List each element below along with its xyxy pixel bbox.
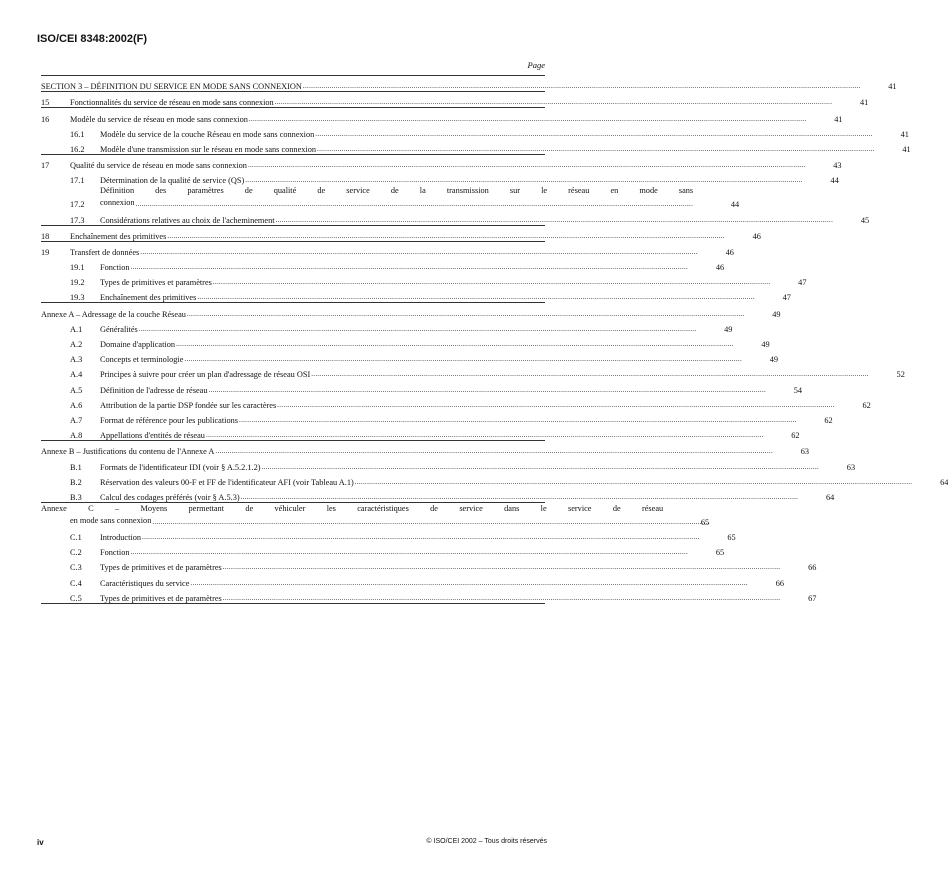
toc-entry-title: Enchaînement des primitives (70, 231, 167, 241)
toc-divider (41, 603, 545, 604)
leader-dots (208, 386, 766, 395)
leader-dots (276, 216, 834, 225)
leader-dots (239, 416, 797, 425)
toc-entry[interactable] (41, 155, 842, 171)
toc-entry-title: Définition des paramètres de qualité de service de la transmission sur le réseau en mode sans (100, 186, 694, 196)
toc-entry-number: 18 (41, 231, 50, 241)
toc-entry[interactable] (41, 441, 810, 457)
toc-entry-page: 43 (833, 161, 842, 171)
toc-entry-page: 65 (727, 533, 736, 543)
table-of-contents (41, 75, 948, 604)
toc-entry-page: 45 (860, 215, 870, 225)
toc-entry-page: 49 (724, 324, 733, 334)
toc-entry-page: 46 (715, 263, 725, 273)
toc-entry-title: Formats de l'identificateur IDI (voir § A.5.2.1.2) (100, 462, 261, 472)
toc-entry[interactable] (41, 272, 807, 288)
leader-dots (261, 463, 819, 472)
toc-entry-number: 17.2 (70, 200, 85, 210)
toc-entry-title: Concepts et terminologie (100, 355, 184, 365)
toc-entry-number: 16.1 (70, 129, 85, 139)
leader-dots (136, 200, 694, 209)
leader-dots (184, 355, 742, 364)
toc-entry-number: A.3 (70, 355, 83, 365)
leader-dots (152, 518, 710, 527)
toc-entry-number: B.1 (70, 462, 82, 472)
toc-entry-title: Annexe C – Moyens permettant de véhiculer les caractéristiques de service dans le service de réseau (41, 503, 664, 513)
toc-entry-title: Appellations d'entités de réseau (100, 431, 205, 441)
toc-entry[interactable] (41, 92, 869, 108)
toc-entry[interactable] (41, 557, 817, 573)
toc-entry-page: 49 (769, 355, 779, 365)
toc-entry-page: 44 (730, 200, 740, 210)
toc-entry-title: Enchaînement des primitives (100, 293, 197, 303)
toc-entry-page: 46 (725, 247, 734, 257)
toc-entry-page: 47 (798, 278, 807, 288)
toc-entry-number: 15 (41, 98, 50, 108)
leader-dots (249, 115, 807, 124)
toc-entry-page: 66 (775, 578, 784, 588)
toc-entry-title: Modèle du service de la couche Réseau en mode sans connexion (100, 129, 315, 139)
toc-entry-page: 41 (888, 82, 897, 92)
toc-entry-number: C.3 (70, 563, 82, 573)
toc-entry-title: Généralités (100, 324, 138, 334)
toc-entry-title: Détermination de la qualité de service (QS) (100, 176, 245, 186)
toc-entry-number: A.1 (70, 324, 83, 334)
leader-dots (131, 263, 689, 272)
leader-dots (187, 310, 745, 319)
toc-entry-number: C.5 (70, 593, 82, 603)
leader-dots (223, 563, 781, 572)
toc-entry-title: Fonction (100, 548, 130, 558)
toc-entry-title: Considérations relatives au choix de l'acheminement (100, 215, 275, 225)
copyright-notice: © ISO/CEI 2002 – Tous droits réservés (426, 838, 547, 845)
toc-entry-title: Types de primitives et paramètres (100, 278, 212, 288)
toc-entry[interactable] (41, 588, 817, 603)
leader-dots (275, 98, 833, 107)
leader-dots (190, 579, 748, 588)
toc-entry-number: C.2 (70, 548, 82, 558)
toc-entry-title: Types de primitives et de paramètres (100, 563, 222, 573)
toc-entry-title: Caractéristiques du service (100, 578, 190, 588)
leader-dots (206, 431, 764, 440)
leader-dots (277, 401, 835, 410)
toc-entry[interactable] (41, 472, 948, 487)
toc-entry[interactable] (41, 456, 856, 472)
toc-entry-title: Calcul des codages préférés (voir § A.5.3) (100, 492, 240, 502)
toc-entry-title: Annexe B – Justifications du contenu de l'Annexe A (41, 447, 215, 457)
toc-entry-title: Transfert de données (70, 247, 140, 257)
toc-entry-page: 44 (830, 176, 839, 186)
toc-entry-title: Fonction (100, 263, 130, 273)
toc-entry-page: 62 (862, 400, 871, 410)
leader-dots (355, 478, 913, 487)
toc-entry-number: 16.2 (70, 144, 85, 154)
toc-entry[interactable] (41, 76, 897, 92)
toc-entry-page: 62 (791, 431, 800, 441)
leader-dots (142, 533, 700, 542)
toc-entry[interactable] (41, 303, 781, 319)
toc-entry-number: A.6 (70, 400, 83, 410)
leader-dots (131, 548, 689, 557)
toc-entry-page: 65 (700, 517, 710, 527)
toc-entry-title-continued: en mode sans connexion (70, 515, 152, 525)
toc-entry-title: Fonctionnalités du service de réseau en mode sans connexion (70, 98, 274, 108)
toc-entry[interactable] (41, 572, 784, 588)
toc-entry-page: 49 (772, 309, 781, 319)
toc-entry-page: 47 (782, 293, 791, 303)
toc-entry[interactable] (41, 349, 779, 365)
toc-entry-number: A.4 (70, 370, 83, 380)
leader-dots (215, 447, 773, 456)
leader-dots (303, 82, 861, 91)
leader-dots (223, 594, 781, 603)
toc-entry[interactable] (41, 319, 733, 334)
toc-entry-page: 66 (808, 563, 817, 573)
page-column-label: Page (527, 60, 545, 70)
toc-entry[interactable] (41, 209, 870, 225)
toc-entry-page: 41 (900, 129, 909, 139)
toc-entry-title-continued: connexion (100, 198, 135, 208)
toc-entry-number: B.3 (70, 492, 82, 502)
toc-entry-page: 65 (715, 548, 725, 558)
toc-entry[interactable] (41, 242, 734, 257)
toc-entry-title: Types de primitives et de paramètres (100, 593, 222, 603)
toc-entry[interactable] (41, 226, 761, 241)
leader-dots (197, 293, 755, 302)
leader-dots (311, 370, 869, 379)
toc-entry-page: 63 (800, 447, 810, 457)
toc-entry-page: 41 (834, 114, 843, 124)
toc-entry-title: Introduction (100, 533, 142, 543)
leader-dots (176, 340, 734, 349)
toc-entry-page: 62 (824, 415, 833, 425)
toc-entry-number: C.1 (70, 533, 82, 543)
toc-entry-title: Modèle d'une transmission sur le réseau en mode sans connexion (100, 144, 317, 154)
toc-entry-page: 67 (808, 593, 817, 603)
toc-entry[interactable] (41, 108, 843, 124)
toc-entry-number: 16 (41, 114, 50, 124)
toc-entry-title: Attribution de la partie DSP fondée sur les caractères (100, 400, 277, 410)
leader-dots (213, 278, 771, 287)
toc-entry-page: 46 (752, 231, 761, 241)
toc-entry-title: SECTION 3 – DÉFINITION DU SERVICE EN MODE SANS CONNEXION (41, 82, 302, 92)
toc-entry[interactable] (41, 185, 740, 210)
leader-dots (317, 145, 875, 154)
toc-entry-number: A.5 (70, 385, 83, 395)
toc-entry-title: Définition de l'adresse de réseau (100, 385, 208, 395)
toc-entry[interactable] (41, 542, 725, 558)
leader-dots (167, 232, 725, 241)
toc-entry-number: 19.1 (70, 263, 85, 273)
leader-dots (241, 493, 799, 502)
toc-entry-title: Annexe A – Adressage de la couche Réseau (41, 309, 186, 319)
toc-entry-title: Qualité du service de réseau en mode sans connexion (70, 161, 247, 171)
toc-entry-number: A.7 (70, 415, 83, 425)
toc-entry-number: 17.3 (70, 215, 85, 225)
toc-entry-title: Domaine d'application (100, 340, 175, 349)
toc-entry[interactable] (41, 287, 791, 303)
toc-entry[interactable] (41, 425, 800, 441)
toc-entry[interactable] (41, 334, 770, 349)
toc-entry-number: 19.2 (70, 278, 85, 288)
toc-entry-title: Modèle du service de réseau en mode sans connexion (70, 114, 248, 124)
toc-entry[interactable] (41, 257, 725, 273)
toc-entry[interactable] (41, 395, 871, 410)
toc-entry-number: 19.3 (70, 293, 85, 303)
toc-entry-page: 52 (896, 370, 905, 380)
toc-entry[interactable] (41, 379, 803, 395)
toc-entry-page: 41 (860, 98, 869, 108)
leader-dots (139, 325, 697, 334)
toc-entry-page: 41 (902, 144, 911, 154)
toc-entry-number: A.2 (70, 340, 83, 349)
toc-entry-page: 64 (825, 492, 835, 502)
page-number: iv (37, 838, 44, 847)
toc-entry[interactable] (41, 410, 833, 425)
leader-dots (140, 248, 698, 257)
toc-entry-number: C.4 (70, 578, 82, 588)
toc-entry[interactable] (41, 364, 905, 380)
toc-entry-number: 19 (41, 247, 50, 257)
toc-entry-number: B.2 (70, 477, 82, 487)
toc-entry[interactable] (41, 170, 839, 186)
toc-entry[interactable] (41, 503, 710, 527)
toc-entry-title: Principes à suivre pour créer un plan d'adressage de réseau OSI (100, 370, 311, 380)
toc-entry[interactable] (41, 527, 736, 543)
leader-dots (315, 130, 873, 139)
toc-entry[interactable] (41, 487, 835, 502)
toc-entry[interactable] (41, 124, 909, 139)
toc-entry-page: 64 (940, 477, 948, 487)
toc-entry-page: 54 (793, 385, 803, 395)
toc-entry-number: 17 (41, 161, 50, 171)
toc-entry-number: A.8 (70, 431, 83, 441)
toc-entry-title: Format de référence pour les publications (100, 415, 239, 425)
toc-entry-number: 17.1 (70, 176, 85, 186)
leader-dots (248, 161, 806, 170)
leader-dots (245, 176, 803, 185)
toc-entry-page: 63 (846, 462, 856, 472)
document-id: ISO/CEI 8348:2002(F) (37, 33, 148, 45)
toc-entry-title: Réservation des valeurs 00-F et FF de l'identificateur AFI (voir Tableau A.1) (100, 477, 354, 487)
toc-entry[interactable] (41, 139, 911, 154)
toc-entry-page: 49 (761, 340, 770, 349)
